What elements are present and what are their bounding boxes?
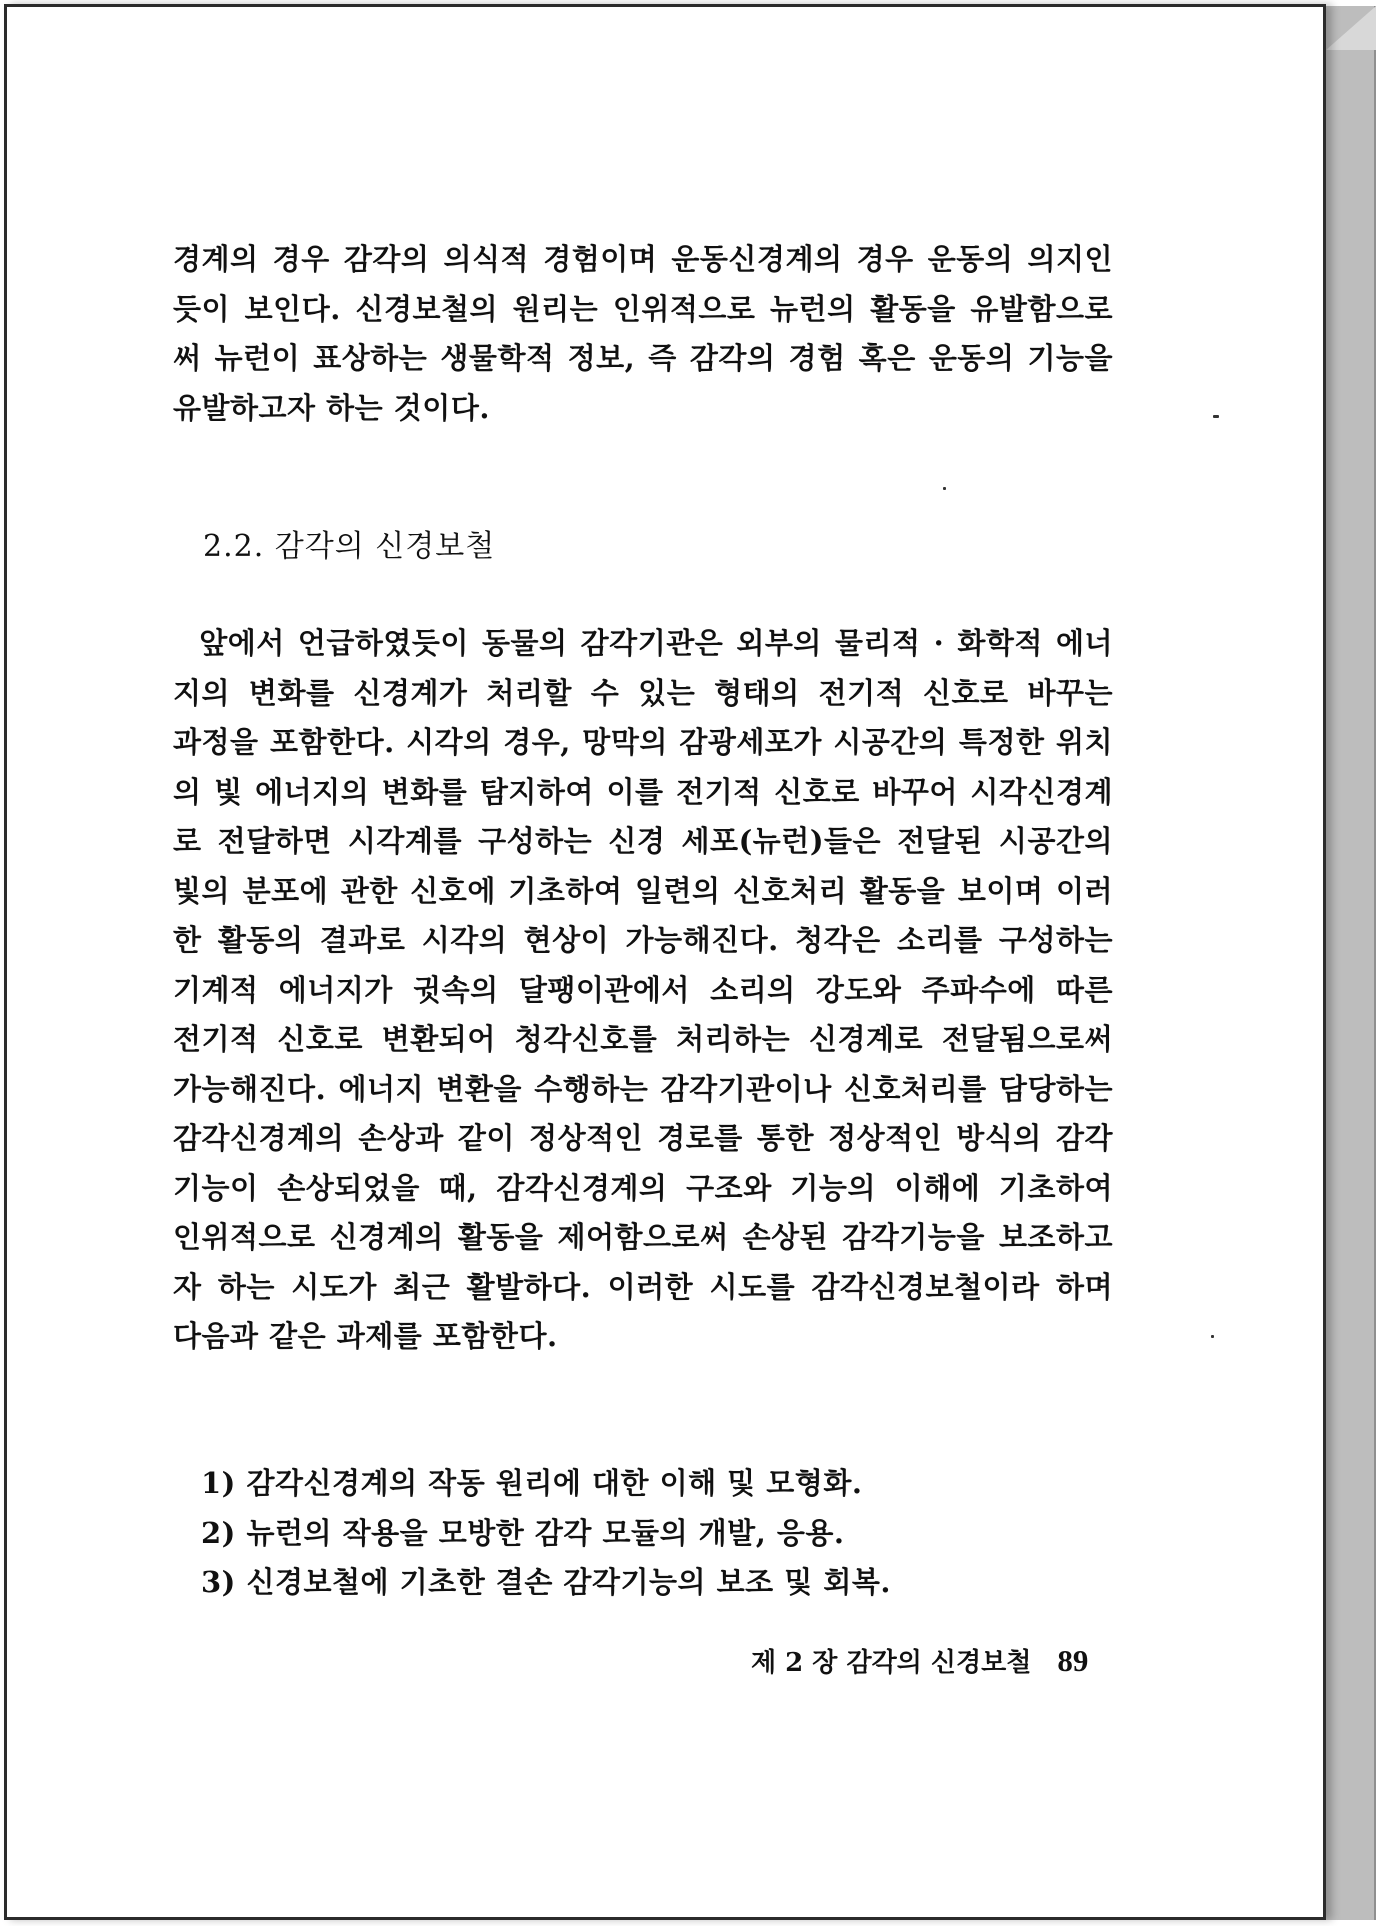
intro-paragraph (173, 235, 1113, 433)
task-list (201, 1459, 891, 1608)
text-line: 기계적 에너지가 귓속의 달팽이관에서 소리의 강도와 주파수에 따른 (173, 972, 1113, 1007)
text-line: 경계의 경우 감각의 의식적 경험이며 운동신경계의 경우 운동의 의지인 (173, 242, 1113, 276)
text-line: 기능이 손상되었을 때, 감각신경계의 구조와 기능의 이해에 기초하여 (173, 1170, 1113, 1205)
text-line: 써 뉴런이 표상하는 생물학적 정보, 즉 감각의 경험 혹은 운동의 기능을 (173, 341, 1113, 375)
page-number: 89 (1057, 1643, 1089, 1678)
text-line: 인위적으로 신경계의 활동을 제어함으로써 손상된 감각기능을 보조하고 (173, 1220, 1113, 1254)
text-line: 듯이 보인다. 신경보철의 원리는 인위적으로 뉴런의 활동을 유발함으로 (173, 291, 1113, 326)
text-line: 가능해진다. 에너지 변환을 수행하는 감각기관이나 신호처리를 담당하는 (173, 1071, 1113, 1106)
text-line: 과정을 포함한다. 시각의 경우, 망막의 감광세포가 시공간의 특정한 위치 (173, 725, 1113, 759)
text-line: 의 빛 에너지의 변화를 탐지하여 이를 전기적 신호로 바꾸어 시각신경계 (173, 774, 1113, 809)
list-item: 1) 감각신경계의 작동 원리에 대한 이해 및 모형화. (201, 1466, 863, 1500)
scan-speck (943, 487, 946, 490)
text-line: 앞에서 언급하였듯이 동물의 감각기관은 외부의 물리적 · 화학적 에너 (173, 626, 1113, 660)
section-heading: 2.2. 감각의 신경보철 (203, 529, 496, 564)
text-line: 유발하고자 하는 것이다. (173, 390, 490, 425)
text-line: 빛의 분포에 관한 신호에 기초하여 일련의 신호처리 활동을 보이며 이러 (173, 873, 1113, 908)
text-line: 로 전달하면 시각계를 구성하는 신경 세포(뉴런)들은 전달된 시공간의 (173, 824, 1113, 858)
scan-speck (1213, 415, 1219, 418)
text-line: 감각신경계의 손상과 같이 정상적인 경로를 통한 정상적인 방식의 감각 (173, 1121, 1113, 1155)
body-paragraph (173, 619, 1113, 1362)
page-footer (751, 1643, 1088, 1681)
list-item: 2) 뉴런의 작용을 모방한 감각 모듈의 개발, 응용. (201, 1515, 845, 1550)
list-item: 3) 신경보철에 기초한 결손 감각기능의 보조 및 회복. (201, 1565, 891, 1599)
text-line: 한 활동의 결과로 시각의 현상이 가능해진다. 청각은 소리를 구성하는 (173, 923, 1113, 957)
text-line: 다음과 같은 과제를 포함한다. (173, 1319, 558, 1353)
book-page (4, 4, 1326, 1920)
text-line: 전기적 신호로 변환되어 청각신호를 처리하는 신경계로 전달됨으로써 (173, 1022, 1113, 1056)
text-line: 자 하는 시도가 최근 활발하다. 이러한 시도를 감각신경보철이라 하며 (173, 1269, 1113, 1304)
page-curl-corner (1326, 6, 1376, 50)
page-stack-edge (1326, 6, 1376, 1920)
text-line: 지의 변화를 신경계가 처리할 수 있는 형태의 전기적 신호로 바꾸는 (173, 675, 1113, 710)
scan-speck (1211, 1335, 1214, 1338)
chapter-running-title: 제 2 장 감각의 신경보철 (751, 1648, 1032, 1678)
